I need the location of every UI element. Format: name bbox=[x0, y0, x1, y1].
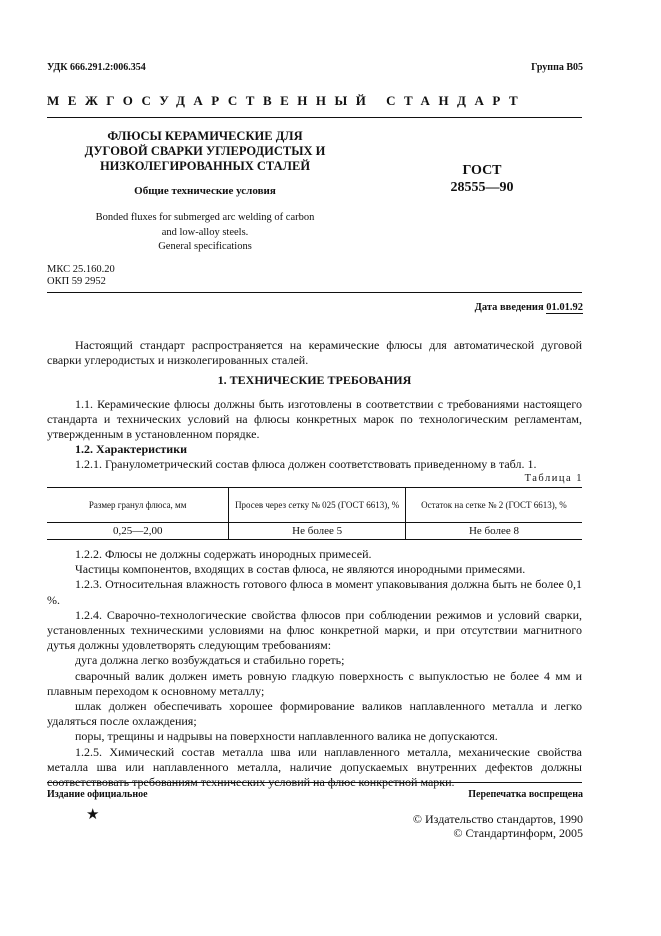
paragraph-1-2-5: 1.2.5. Химический состав металла шва или наплавленного металла, механические свойства металла шва или наплавленного металла, наличие допускаемых внутренних дефектов должны соответствовать требованиям технических условий на флюс конкретной марки. bbox=[47, 744, 582, 790]
paragraph-1-2: 1.2. Характеристики bbox=[75, 442, 188, 457]
classification-codes: МКС 25.160.20 ОКП 59 2952 bbox=[47, 264, 115, 287]
table-header: Остаток на сетке № 2 (ГОСТ 6613), % bbox=[405, 488, 582, 523]
official-edition: Издание официальное bbox=[47, 789, 148, 800]
standard-banner: МЕЖГОСУДАРСТВЕННЫЙ СТАНДАРТ bbox=[47, 93, 527, 108]
table-cell: Не более 8 bbox=[405, 523, 582, 540]
copyright: © Издательство стандартов, 1990 © Стандартинформ, 2005 bbox=[412, 812, 583, 840]
document-title: ФЛЮСЫ КЕРАМИЧЕСКИЕ ДЛЯ ДУГОВОЙ СВАРКИ УГЛЕРОДИСТЫХ И НИЗКОЛЕГИРОВАННЫХ СТАЛЕЙ bbox=[84, 129, 326, 173]
banner-rule bbox=[47, 117, 582, 118]
paragraph-1-2-4: 1.2.4. Сварочно-технологические свойства флюсов при соблюдении режимов и условий сварки, установленных техническими условиями на флюс конкретной марки, и при отсутствии магнитного дутья должны удовлетворять следующим требованиям: bbox=[47, 607, 582, 653]
table-cell: 0,25—2,00 bbox=[47, 523, 229, 540]
requirement-item: дуга должна легко возбуждаться и стабильно гореть; bbox=[75, 653, 345, 668]
requirement-item: шлак должен обеспечивать хорошее формирование валиков наплавленного металла и легко удаляться после охлаждения; bbox=[47, 699, 582, 729]
gost-number: ГОСТ 28555—90 bbox=[450, 163, 514, 195]
section-heading: 1. ТЕХНИЧЕСКИЕ ТРЕБОВАНИЯ bbox=[217, 373, 412, 388]
requirement-item: сварочный валик должен иметь ровную гладкую поверхность с выпуклостью не более 4 мм и плавным переходом к основному металлу; bbox=[47, 668, 582, 698]
english-title: Bonded fluxes for submerged arc welding of carbon and low-alloy steels. General specifications bbox=[95, 212, 315, 252]
table-label: Таблица 1 bbox=[524, 473, 583, 484]
reprint-notice: Перепечатка воспрещена bbox=[468, 789, 583, 800]
paragraph-1-2-2: 1.2.2. Флюсы не должны содержать инородных примесей. bbox=[75, 547, 372, 561]
table-header: Размер гранул флюса, мм bbox=[47, 488, 229, 523]
codes-rule bbox=[47, 292, 582, 293]
paragraph-1-2-1: 1.2.1. Гранулометрический состав флюса должен соответствовать приведенному в табл. 1. bbox=[75, 457, 537, 472]
footer-rule bbox=[47, 782, 582, 783]
table-cell: Не более 5 bbox=[229, 523, 406, 540]
star-icon: ★ bbox=[86, 807, 100, 823]
introduction-date: Дата введения 01.01.92 bbox=[474, 302, 583, 313]
table-row bbox=[47, 523, 582, 540]
intro-paragraph: Настоящий стандарт распространяется на керамические флюсы для автоматической дуговой сварки углеродистых и низколегированных сталей. bbox=[47, 338, 582, 368]
paragraph-1-2-3: 1.2.3. Относительная влажность готового флюса в момент упаковывания должна быть не более 0,1 %. bbox=[47, 577, 582, 607]
body-part-1 bbox=[47, 338, 582, 473]
body-part-2 bbox=[47, 547, 582, 790]
paragraph-1-1: 1.1. Керамические флюсы должны быть изготовлены в соответствии с требованиями настоящего стандарта и технических условий на флюсы конкретных марок по технологическим регламентам, утвержденным в установленном порядке. bbox=[47, 396, 582, 442]
group-code: Группа В05 bbox=[531, 62, 583, 73]
table-header: Просев через сетку № 025 (ГОСТ 6613), % bbox=[229, 488, 406, 523]
document-subtitle: Общие технические условия bbox=[134, 185, 276, 197]
granulometry-table bbox=[47, 487, 582, 540]
paragraph-particles: Частицы компонентов, входящих в состав флюса, не являются инородными примесями. bbox=[75, 562, 526, 577]
requirement-item: поры, трещины и надрывы на поверхности наплавленного валика не допускаются. bbox=[75, 729, 498, 744]
udk-code: УДК 666.291.2:006.354 bbox=[47, 62, 146, 73]
